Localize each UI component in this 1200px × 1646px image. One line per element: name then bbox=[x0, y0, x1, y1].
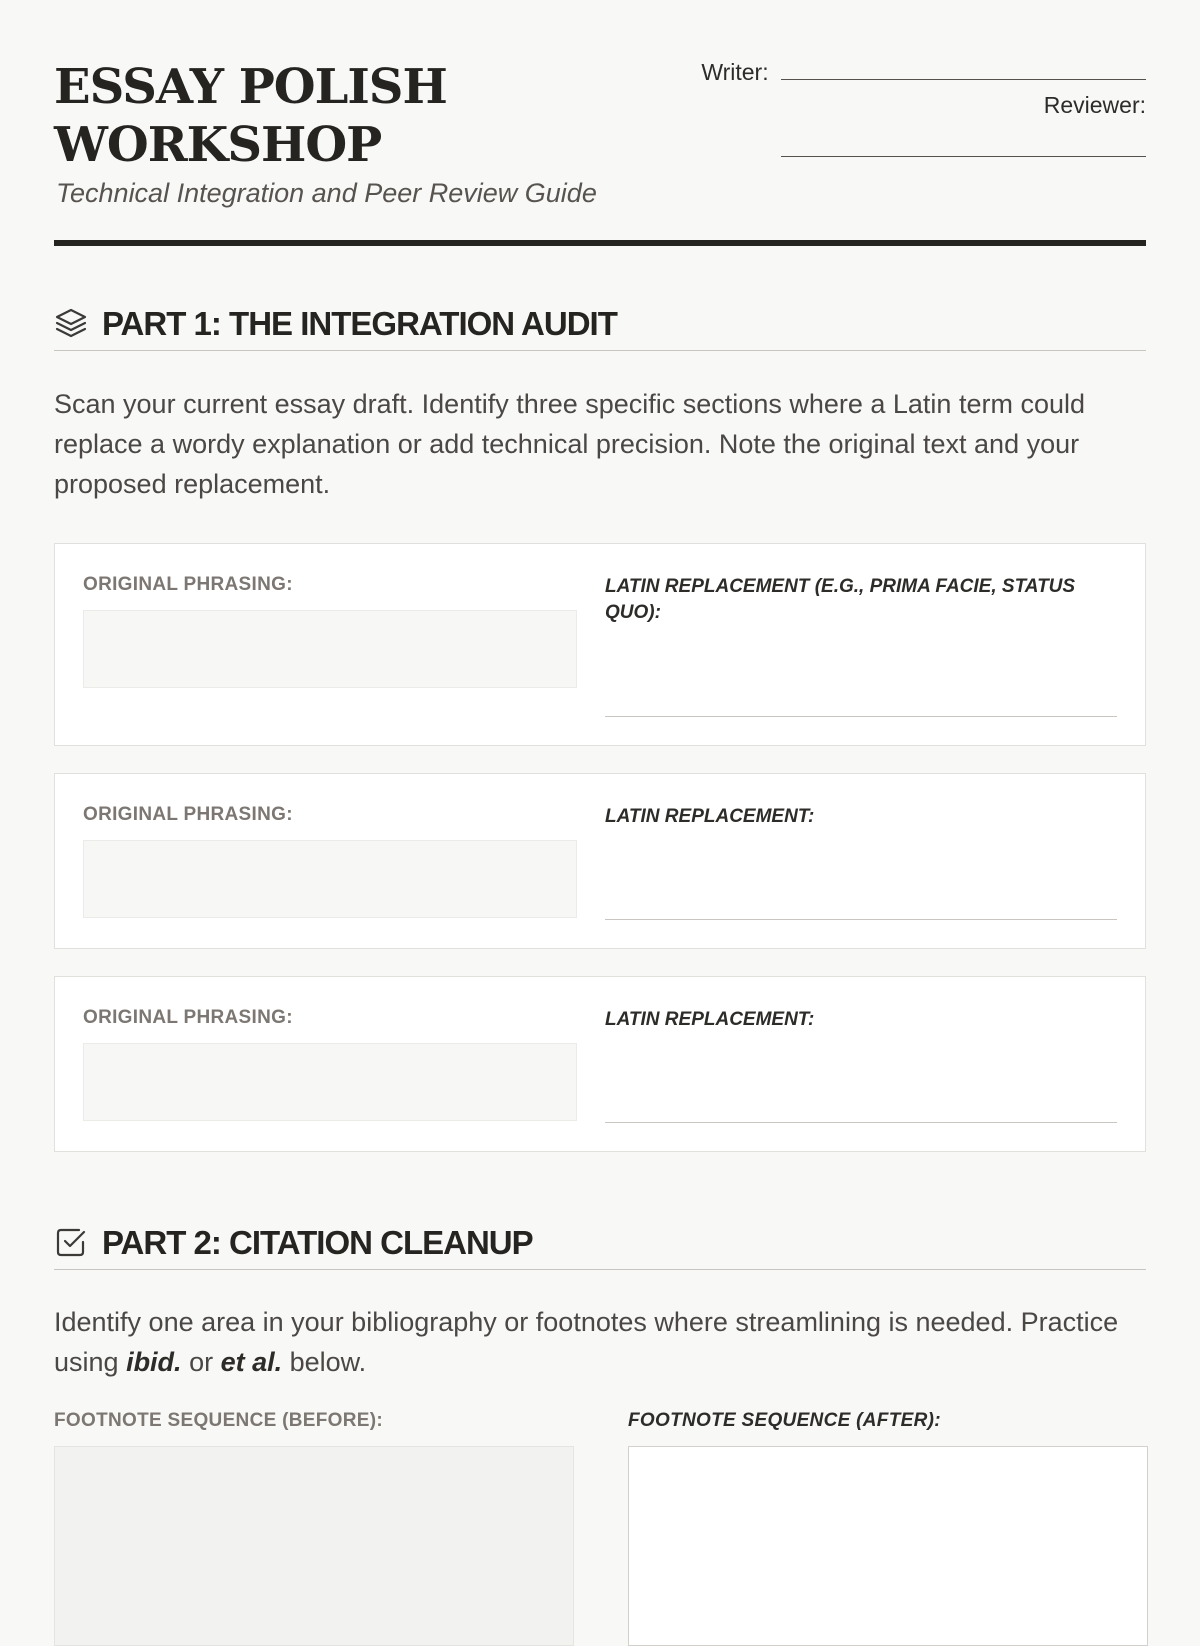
latin-replacement-label: LATIN REPLACEMENT: bbox=[605, 1009, 815, 1030]
reviewer-label: Reviewer: bbox=[1043, 92, 1146, 118]
sign-fields bbox=[686, 56, 1146, 157]
latin-replacement-field[interactable] bbox=[605, 919, 1117, 920]
worksheet-header bbox=[54, 0, 1146, 246]
original-phrasing-label: ORIGINAL PHRASING: bbox=[83, 1007, 293, 1028]
part2-intro bbox=[54, 1302, 1146, 1382]
header-divider bbox=[54, 240, 1146, 246]
audit-card-1 bbox=[54, 543, 1146, 746]
part2-intro-tail: below. bbox=[282, 1347, 367, 1377]
checkbox-icon bbox=[54, 1225, 88, 1259]
part1-heading bbox=[54, 302, 1146, 351]
original-phrasing-label: ORIGINAL PHRASING: bbox=[83, 574, 293, 595]
part2-heading bbox=[54, 1221, 1146, 1270]
audit-card-3 bbox=[54, 976, 1146, 1152]
footnote-before-field[interactable] bbox=[54, 1446, 574, 1646]
page-title: ESSAY POLISH WORKSHOP bbox=[54, 59, 447, 173]
original-phrasing-label: ORIGINAL PHRASING: bbox=[83, 804, 293, 825]
original-phrasing-field[interactable] bbox=[83, 610, 577, 688]
original-phrasing-field[interactable] bbox=[83, 1043, 577, 1121]
audit-card-2 bbox=[54, 773, 1146, 949]
writer-field[interactable] bbox=[781, 59, 1146, 80]
layers-icon bbox=[54, 306, 88, 340]
latin-replacement-field[interactable] bbox=[605, 1122, 1117, 1123]
footnote-after-label: FOOTNOTE SEQUENCE (AFTER): bbox=[628, 1410, 941, 1431]
term-et-al: et al. bbox=[220, 1347, 283, 1377]
original-phrasing-field[interactable] bbox=[83, 840, 577, 918]
latin-replacement-field[interactable] bbox=[605, 716, 1117, 717]
part2-title: PART 2: CITATION CLEANUP bbox=[102, 1224, 533, 1261]
part2-intro-connector: or bbox=[181, 1347, 221, 1377]
part1-intro: Scan your current essay draft. Identify three specific sections where a Latin term could replace a wordy explanation or add technical precision. Note the original text and your proposed replacement. bbox=[54, 389, 1085, 499]
part2-intro-lead: Identify one area in your bibliography or footnotes where streamlining is needed. Practice using bbox=[54, 1307, 1119, 1377]
footnote-after-field[interactable] bbox=[628, 1446, 1148, 1646]
footnote-before-label: FOOTNOTE SEQUENCE (BEFORE): bbox=[54, 1410, 383, 1431]
reviewer-field[interactable] bbox=[781, 136, 1146, 157]
latin-replacement-label: LATIN REPLACEMENT (E.G., PRIMA FACIE, STATUS QUO): bbox=[605, 576, 1076, 623]
latin-replacement-label: LATIN REPLACEMENT: bbox=[605, 806, 815, 827]
part1-title: PART 1: THE INTEGRATION AUDIT bbox=[102, 305, 617, 342]
term-ibid: ibid. bbox=[126, 1347, 182, 1377]
writer-label: Writer: bbox=[701, 59, 769, 85]
page-subtitle: Technical Integration and Peer Review Guide bbox=[56, 178, 597, 208]
